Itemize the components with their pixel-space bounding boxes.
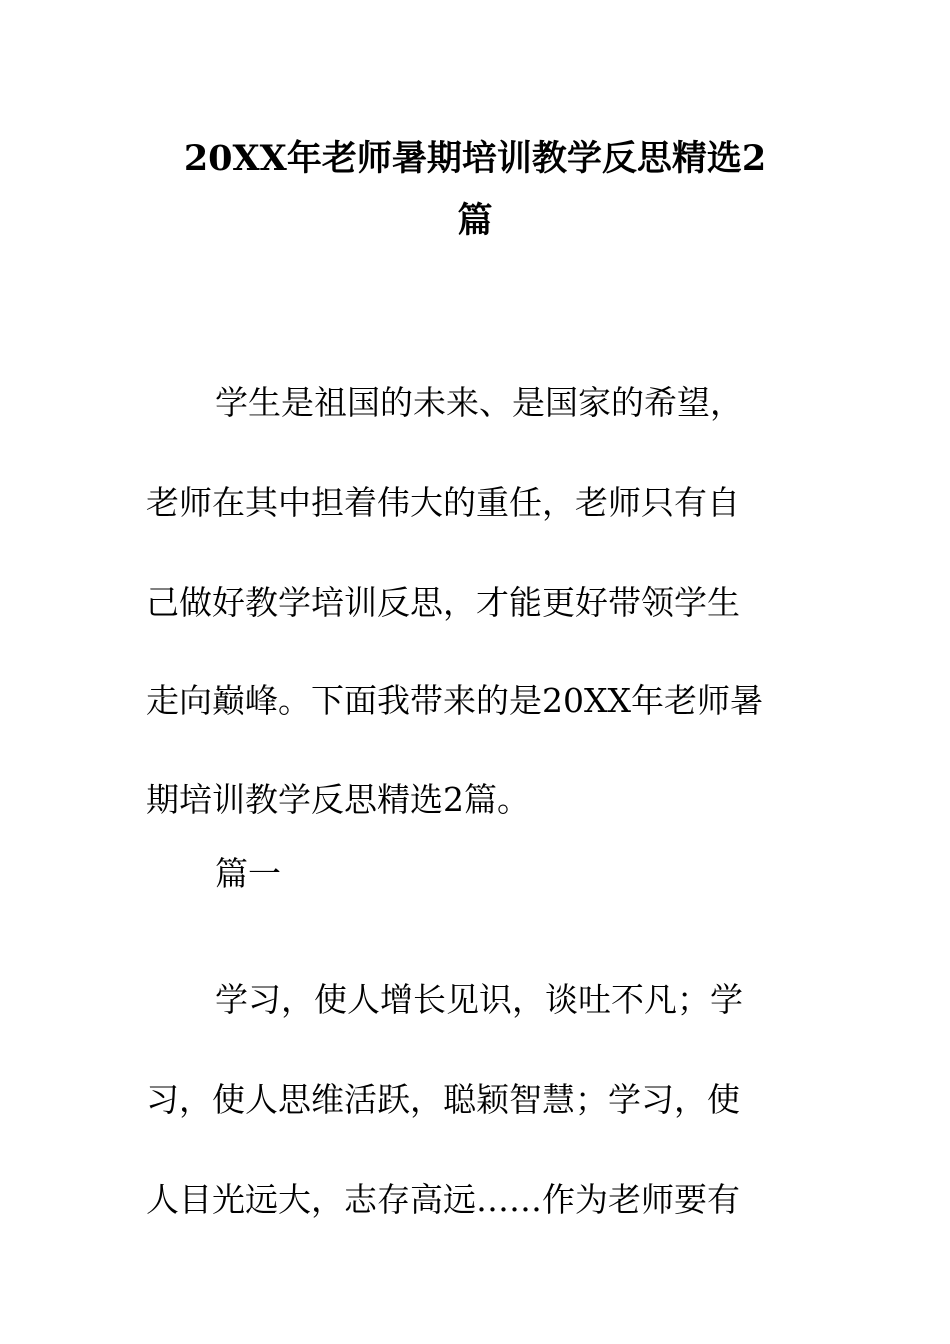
paragraph-line: 走向巅峰。下面我带来的是20XX年老师暑 <box>146 681 763 720</box>
paragraph-line: 己做好教学培训反思，才能更好带领学生 <box>146 583 740 622</box>
paragraph-line: 期培训教学反思精选2篇。 <box>146 780 530 819</box>
title-line-2: 篇 <box>457 200 493 241</box>
title-line-1: 20XX年老师暑期培训教学反思精选2 <box>183 138 767 179</box>
paragraph-line: 习，使人思维活跃，聪颖智慧；学习，使 <box>146 1080 740 1119</box>
paragraph-line: 老师在其中担着伟大的重任，老师只有自 <box>146 483 740 522</box>
section-heading: 篇一 <box>215 854 281 893</box>
paragraph-line: 学生是祖国的未来、是国家的希望， <box>215 383 743 422</box>
document-title <box>120 128 830 252</box>
paragraph-line: 人目光远大，志存高远……作为老师要有 <box>146 1180 740 1219</box>
paragraph-line: 学习，使人增长见识，谈吐不凡；学 <box>215 980 743 1019</box>
